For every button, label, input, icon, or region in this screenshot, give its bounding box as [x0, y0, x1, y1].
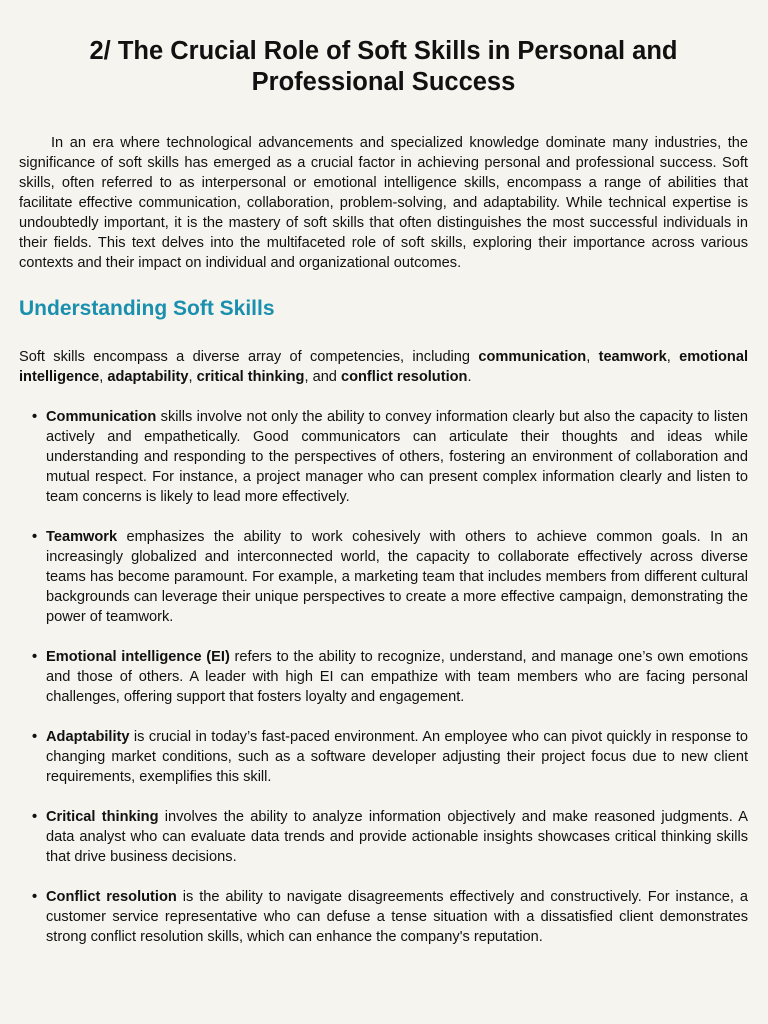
skill-term: Emotional intelligence (EI) — [46, 649, 230, 665]
skill-term: Critical thinking — [46, 809, 159, 825]
lead-text: , — [666, 349, 680, 365]
bullet-icon: • — [32, 729, 38, 745]
skill-term: Conflict resolution — [46, 889, 177, 905]
list-item — [19, 647, 748, 707]
bullet-icon: • — [32, 649, 38, 665]
lead-skill-adaptability: adaptability — [107, 369, 189, 385]
list-item — [19, 727, 748, 787]
list-item — [19, 887, 748, 947]
lead-text: , — [586, 349, 599, 365]
skill-description: is the ability to navigate disagreements effectively and constructively. For instance, a customer service representative who can defuse a tense situation with a dissatisfied client demonstrates strong conflict resolution skills, which can enhance the company's reputation. — [46, 889, 748, 945]
lead-text: , and — [304, 369, 341, 385]
bullet-icon: • — [32, 889, 38, 905]
skills-list — [19, 407, 748, 947]
lead-text: , — [99, 369, 108, 385]
lead-skill-communication: communication — [478, 349, 587, 365]
list-item — [19, 407, 748, 507]
page-title: 2/ The Crucial Role of Soft Skills in Personal and Professional Success — [89, 37, 678, 96]
lead-skill-emotional-intelligence: emotional intelligence — [19, 349, 749, 385]
lead-text: , — [188, 369, 197, 385]
list-item — [19, 527, 748, 627]
skill-term: Teamwork — [46, 529, 118, 545]
bullet-icon: • — [32, 809, 38, 825]
bullet-icon: • — [32, 529, 38, 545]
intro-paragraph: In an era where technological advancements and specialized knowledge dominate many industries, the significance of soft skills has emerged as a crucial factor in achieving personal and professional success. Soft skills, often referred to as interpersonal or emotional intelligence skills, encompass a range of abilities that facilitate effective communication, collaboration, problem-solving, and adaptability. While technical expertise is undoubtedly important, it is the mastery of soft skills that often distinguishes the most successful individuals in their fields. This text delves into the multifaceted role of soft skills, exploring their importance across various contexts and their impact on individual and organizational outcomes. — [19, 135, 748, 271]
skill-term: Adaptability — [46, 729, 130, 745]
skill-description: involves the ability to analyze information objectively and make reasoned judgments. A data analyst who can evaluate data trends and provide actionable insights showcases critical thinking skills that drive business decisions. — [46, 809, 748, 865]
bullet-icon: • — [32, 409, 38, 425]
skill-description: skills involve not only the ability to convey information clearly but also the capacity to listen actively and empathetically. Good communicators can articulate their thoughts and ideas while understanding and responding to the perspectives of others, fostering an environment of collaboration and mutual respect. For instance, a project manager who can present complex information clearly and listen to team concerns is likely to lead more effectively. — [46, 409, 748, 505]
lead-skill-teamwork: teamwork — [598, 349, 667, 365]
lead-skill-conflict-resolution: conflict resolution — [340, 369, 468, 385]
lead-text: . — [467, 369, 472, 385]
skill-description: is crucial in today’s fast-paced environment. An employee who can pivot quickly in response to changing market conditions, such as a software developer adjusting their project focus due to new client requirements, exemplifies this skill. — [46, 729, 748, 785]
list-item — [19, 807, 748, 867]
skill-description: refers to the ability to recognize, understand, and manage one’s own emotions and those of others. A leader with high EI can empathize with team members who are facing personal challenges, offering support that fosters loyalty and engagement. — [46, 649, 748, 705]
skill-term: Communication — [46, 409, 157, 425]
lead-skill-critical-thinking: critical thinking — [196, 369, 305, 385]
section-heading: Understanding Soft Skills — [19, 297, 275, 320]
skill-description: emphasizes the ability to work cohesively with others to achieve common goals. In an increasingly globalized and interconnected world, the capacity to collaborate effectively across diverse teams has become paramount. For example, a marketing team that includes members from different cultural backgrounds can leverage their unique perspectives to create a more effective campaign, demonstrating the power of teamwork. — [46, 529, 748, 625]
lead-text: Soft skills encompass a diverse array of competencies, including — [19, 349, 479, 365]
lead-paragraph — [19, 347, 748, 387]
